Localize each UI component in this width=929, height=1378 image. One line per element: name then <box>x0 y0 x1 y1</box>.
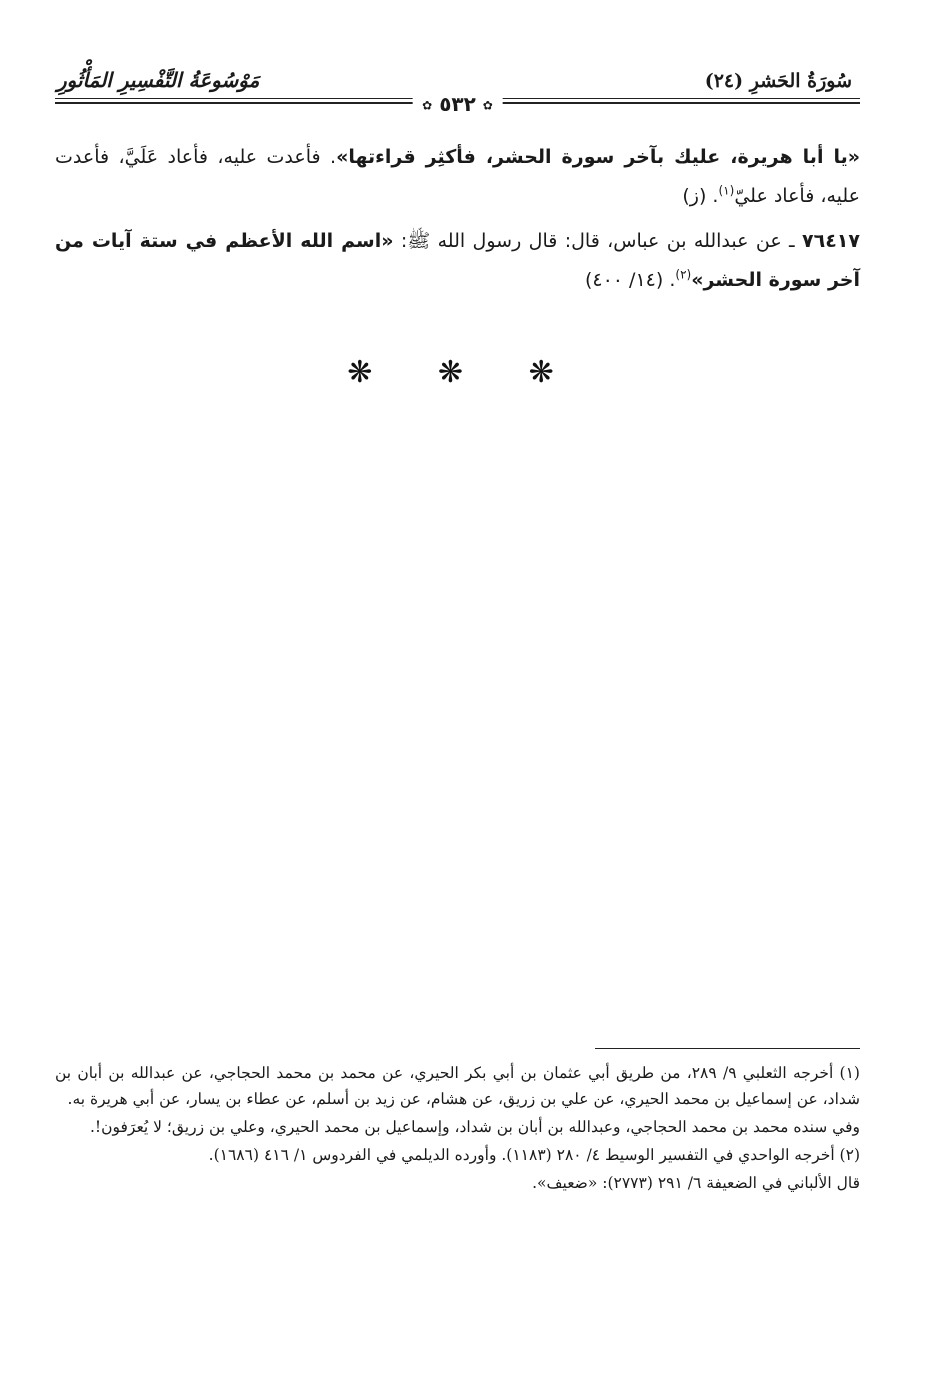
main-text <box>55 138 860 306</box>
ornament-left-icon: ✿ <box>422 98 433 113</box>
paragraph-2 <box>55 222 860 300</box>
section-separator: ❋ ❋ ❋ <box>347 355 582 390</box>
book-title: مَوْسُوعَةُ التَّفْسِيرِ المَأْثُورِ <box>57 68 260 92</box>
footnote-1: (١) أخرجه الثعلبي ٩/ ٢٨٩، من طريق أبي عثمان بن أبي بكر الحيري، عن محمد بن محمد الحجاجي، عن عبدالله بن أبان بن شداد، عن إسماعيل بن محمد الحيري، عن علي بن زريق، عن هشام، عن زيد بن أسلم، عن عطاء بن يسار، عن أبي هريرة به. <box>55 1064 860 1108</box>
ornament-right-icon: ✿ <box>482 98 493 113</box>
paragraph-1-tail: . (ز) <box>682 185 719 207</box>
footnote-ref-1: (١) <box>718 183 735 198</box>
page-number: ٥٣٢ <box>439 92 476 116</box>
footnote-1-note: وفي سنده محمد بن محمد الحجاجي، وعبدالله بن أبان بن شداد، وإسماعيل بن محمد الحيري، وعلي بن زريق؛ لا يُعرَفون!. <box>89 1118 860 1136</box>
paragraph-1-text: . فأعدت عليه، فأعاد عَلَيَّ، فأعدت عليه، فأعاد عليّ <box>55 146 860 207</box>
footnote-ref-2: (٢) <box>675 267 692 282</box>
footnotes <box>55 1060 860 1198</box>
page-header <box>55 62 860 120</box>
surah-title: سُورَةُ الحَشرِ (٢٤) <box>704 70 852 92</box>
hadith-quote-1: «يا أبا هريرة، عليك بآخر سورة الحشر، فأكثِر قراءتها» <box>336 146 860 168</box>
footnote-rule <box>595 1048 860 1049</box>
paragraph-2-intro: ـ عن عبدالله بن عباس، قال: قال رسول الله ﷺ: <box>393 230 802 252</box>
paragraph-1 <box>55 138 860 216</box>
paragraph-2-tail: . (١٤/ ٤٠٠) <box>584 269 676 291</box>
footnote-2-note: قال الألباني في الضعيفة ٦/ ٢٩١ (٢٧٧٣): «ضعيف». <box>532 1174 860 1192</box>
hadith-quote-2: «اسم الله الأعظم في ستة آيات من آخر سورة الحشر» <box>55 230 860 291</box>
hadith-number: ٧٦٤١٧ <box>802 230 860 252</box>
page-number-box <box>412 92 503 116</box>
footnote-2: (٢) أخرجه الواحدي في التفسير الوسيط ٤/ ٢٨٠ (١١٨٣). وأورده الديلمي في الفردوس ١/ ٤١٦ (١٦٨٦). <box>208 1146 860 1164</box>
